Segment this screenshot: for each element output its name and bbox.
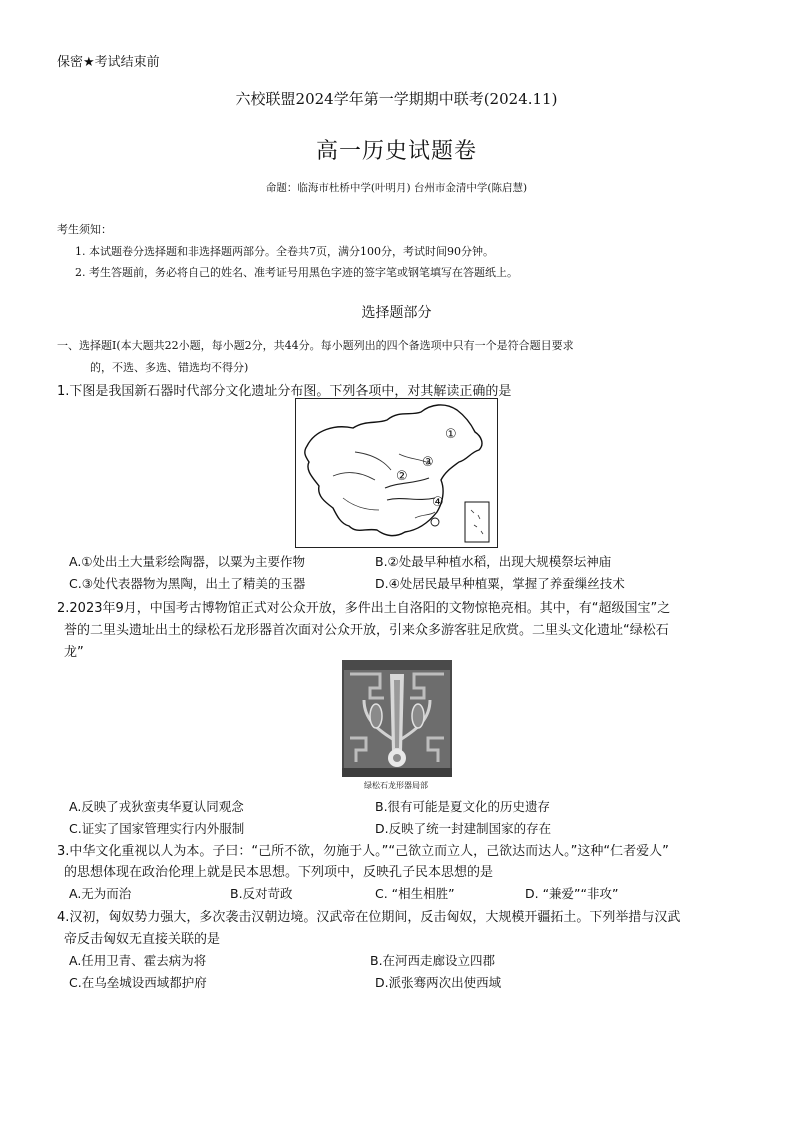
neolithic-map <box>295 398 498 548</box>
question-stem: 帝反击匈奴无直接关联的是 <box>64 932 221 947</box>
option-a[interactable]: A.无为而治 <box>69 886 132 901</box>
map-label-3: ③ <box>422 455 434 470</box>
option-d[interactable]: D.④处居民最早种植粟，掌握了养蚕缫丝技术 <box>375 576 625 591</box>
question-stem: 龙” <box>64 645 84 660</box>
map-label-2: ② <box>396 469 408 484</box>
option-b[interactable]: B.反对苛政 <box>230 886 293 901</box>
section-title: 选择题部分 <box>361 305 432 321</box>
question-stem: 誉的二里头遗址出土的绿松石龙形器首次面对公众开放，引来众多游客驻足欣赏。二里头文化遗址“绿松石 <box>64 623 669 638</box>
section-instruction: 的，不选、多选、错选均不得分) <box>90 361 249 374</box>
option-c[interactable]: C. “相生相胜” <box>375 886 455 901</box>
notice-item: 1. 本试题卷分选择题和非选择题两部分。全卷共7页，满分100分，考试时间90分钟。 <box>75 245 494 258</box>
option-b[interactable]: B.很有可能是夏文化的历史遗存 <box>375 799 551 814</box>
option-b[interactable]: B.在河西走廊设立四郡 <box>370 953 496 968</box>
figure-caption: 绿松石龙形器局部 <box>364 781 428 790</box>
option-a[interactable]: A.反映了戎狄蛮夷华夏认同观念 <box>69 799 244 814</box>
section-instruction: 一、选择题Ⅰ(本大题共22小题，每小题2分，共44分。每小题列出的四个备选项中只有一个是符合题目要求 <box>57 339 574 352</box>
map-label-4: ④ <box>432 495 444 510</box>
confidential-label: 保密★考试结束前 <box>57 55 160 70</box>
exam-name: 六校联盟2024学年第一学期期中联考(2024.11) <box>235 90 558 108</box>
option-c[interactable]: C.在乌垒城设西域都护府 <box>69 975 207 990</box>
question-stem: 2.2023年9月，中国考古博物馆正式对公众开放，多件出土自洛阳的文物惊艳亮相。其中，有“超级国宝”之 <box>57 601 671 616</box>
notice-item: 2. 考生答题前，务必将自己的姓名、准考证号用黑色字迹的签字笔或钢笔填写在答题纸上。 <box>75 266 518 279</box>
option-d[interactable]: D.派张骞两次出使西域 <box>375 975 502 990</box>
option-d[interactable]: D. “兼爱”“非攻” <box>525 886 619 901</box>
notice-heading: 考生须知： <box>57 223 112 236</box>
option-c[interactable]: C.证实了国家管理实行内外服制 <box>69 821 245 836</box>
turquoise-dragon-photo <box>342 660 452 777</box>
option-b[interactable]: B.②处最早种植水稻，出现大规模祭坛神庙 <box>375 554 612 569</box>
question-stem: 的思想体现在政治伦理上就是民本思想。下列项中，反映孔子民本思想的是 <box>64 865 494 880</box>
authors-line: 命题：临海市杜桥中学(叶明月) 台州市金清中学(陈启慧) <box>265 182 528 194</box>
question-stem: 3.中华文化重视以人为本。子曰：“己所不欲，勿施于人。”“己欲立而立人，己欲达而达人。”这种“仁者爱人” <box>57 844 669 859</box>
question-stem: 1.下图是我国新石器时代部分文化遗址分布图。下列各项中，对其解读正确的是 <box>57 384 512 399</box>
question-stem: 4.汉初，匈奴势力强大，多次袭击汉朝边境。汉武帝在位期间，反击匈奴，大规模开疆拓土。下列举措与汉武 <box>57 910 681 925</box>
map-label-1: ① <box>445 427 457 442</box>
page-title: 高一历史试题卷 <box>315 139 477 164</box>
option-d[interactable]: D.反映了统一封建制国家的存在 <box>375 821 552 836</box>
option-c[interactable]: C.③处代表器物为黑陶，出土了精美的玉器 <box>69 576 306 591</box>
china-map-icon <box>295 398 498 548</box>
option-a[interactable]: A.①处出土大量彩绘陶器，以粟为主要作物 <box>69 554 306 569</box>
option-a[interactable]: A.任用卫青、霍去病为将 <box>69 953 207 968</box>
turquoise-dragon-icon <box>342 660 452 777</box>
